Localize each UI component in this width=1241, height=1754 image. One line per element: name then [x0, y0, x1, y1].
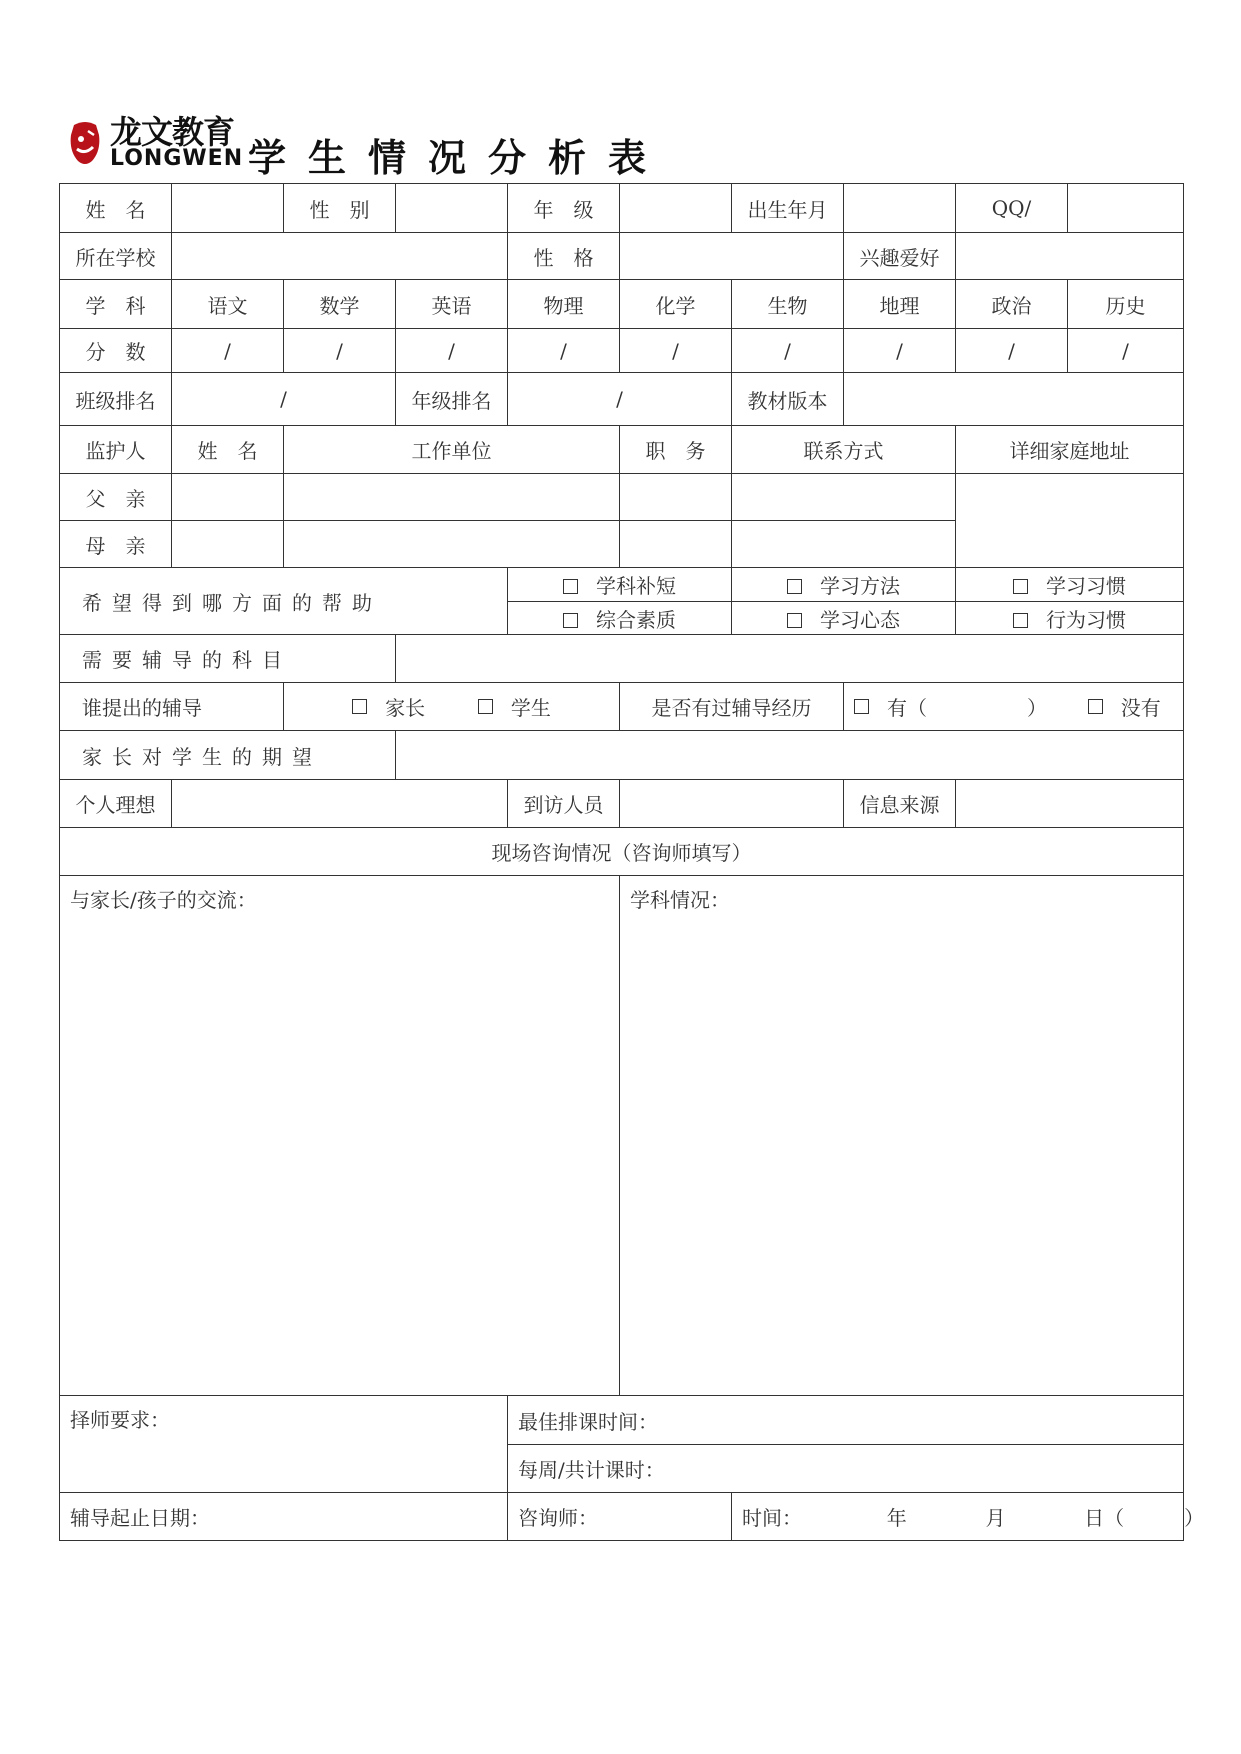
option-no[interactable]	[1088, 692, 1161, 721]
father-label: 父 亲	[60, 474, 172, 521]
mother-work-field[interactable]	[284, 521, 620, 568]
hobby-field[interactable]	[956, 233, 1184, 280]
parent-expect-field[interactable]	[396, 731, 1184, 780]
subject-math: 数学	[284, 280, 396, 329]
mother-position-field[interactable]	[620, 521, 732, 568]
qq-field[interactable]	[1068, 184, 1184, 233]
tutor-subjects-field[interactable]	[396, 635, 1184, 683]
help-row-1	[60, 568, 1184, 602]
option-student[interactable]	[478, 692, 551, 721]
home-address-field[interactable]	[956, 474, 1184, 568]
help-label: 希望得到哪方面的帮助	[60, 568, 508, 635]
checkbox-icon[interactable]	[352, 699, 367, 714]
guardian-name-label: 姓 名	[172, 426, 284, 474]
school-row	[60, 233, 1184, 280]
tutor-subjects-row	[60, 635, 1184, 683]
info-source-label: 信息来源	[844, 780, 956, 828]
help-option-label: 学习方法	[820, 574, 900, 598]
textbook-field[interactable]	[844, 373, 1184, 426]
grade-rank-field[interactable]: /	[508, 373, 732, 426]
personality-label: 性 格	[508, 233, 620, 280]
subject-english: 英语	[396, 280, 508, 329]
had-tutoring-options	[844, 683, 1184, 731]
mother-label: 母 亲	[60, 521, 172, 568]
score-field[interactable]: /	[172, 329, 284, 373]
option-label: 没有	[1120, 696, 1161, 720]
help-option-6[interactable]	[956, 602, 1184, 635]
best-time-label: 最佳排课时间：	[518, 1409, 658, 1434]
score-field[interactable]: /	[508, 329, 620, 373]
checkbox-icon[interactable]	[787, 579, 802, 594]
name-label: 姓 名	[60, 184, 172, 233]
checkbox-icon[interactable]	[478, 699, 493, 714]
guardian-position-label: 职 务	[620, 426, 732, 474]
form-header	[68, 113, 768, 183]
help-option-label: 行为习惯	[1046, 607, 1126, 632]
help-option-4[interactable]	[508, 602, 732, 635]
help-option-label: 学习习惯	[1046, 574, 1126, 598]
mother-name-field[interactable]	[172, 521, 284, 568]
info-source-field[interactable]	[956, 780, 1184, 828]
parent-expect-row	[60, 731, 1184, 780]
ideal-field[interactable]	[172, 780, 508, 828]
help-option-1[interactable]	[508, 568, 732, 602]
grade-rank-label: 年级排名	[396, 373, 508, 426]
help-option-5[interactable]	[732, 602, 956, 635]
visitor-label: 到访人员	[508, 780, 620, 828]
consult-notes-row	[60, 876, 1184, 1396]
option-label: 家长	[385, 696, 426, 720]
help-option-label: 学科补短	[596, 574, 676, 598]
help-option-label: 学习心态	[820, 607, 900, 632]
option-label: 有（ ）	[887, 696, 1047, 720]
hobby-label: 兴趣爱好	[844, 233, 956, 280]
subject-status-field[interactable]	[620, 876, 1184, 1396]
date-time-field[interactable]	[732, 1493, 1205, 1541]
checkbox-icon[interactable]	[1088, 699, 1103, 714]
visitor-field[interactable]	[620, 780, 844, 828]
personality-field[interactable]	[620, 233, 844, 280]
gender-label: 性 别	[284, 184, 396, 233]
score-label: 分 数	[60, 329, 172, 373]
rank-row	[60, 373, 1184, 426]
help-option-3[interactable]	[956, 568, 1184, 602]
consult-header: 现场咨询情况（咨询师填写）	[60, 828, 1184, 876]
textbook-label: 教材版本	[732, 373, 844, 426]
dates-row	[60, 1493, 1184, 1541]
father-contact-field[interactable]	[732, 474, 956, 521]
subject-biology: 生物	[732, 280, 844, 329]
grade-label: 年 级	[508, 184, 620, 233]
tutor-dates-label: 辅导起止日期：	[70, 1506, 210, 1530]
father-work-field[interactable]	[284, 474, 620, 521]
subject-history: 历史	[1068, 280, 1184, 329]
score-field[interactable]: /	[732, 329, 844, 373]
ideal-label: 个人理想	[60, 780, 172, 828]
subject-geography: 地理	[844, 280, 956, 329]
guardian-header-row	[60, 426, 1184, 474]
guardian-work-label: 工作单位	[284, 426, 620, 474]
parent-expect-label: 家长对学生的期望	[60, 731, 396, 780]
student-analysis-form	[59, 183, 1205, 1541]
tutor-dates-field[interactable]	[60, 1493, 508, 1541]
ideal-row	[60, 780, 1184, 828]
score-field[interactable]: /	[844, 329, 956, 373]
option-label: 学生	[510, 696, 551, 720]
basic-info-row	[60, 184, 1184, 233]
birth-label: 出生年月	[732, 184, 844, 233]
qq-label: QQ/	[956, 184, 1068, 233]
consultant-label: 咨询师：	[518, 1506, 598, 1530]
score-field[interactable]: /	[396, 329, 508, 373]
year-label: 年	[886, 1506, 907, 1530]
father-position-field[interactable]	[620, 474, 732, 521]
teacher-req-field[interactable]	[60, 1396, 508, 1493]
consultant-field[interactable]	[508, 1493, 732, 1541]
logo-english-text: LONGWEN	[110, 146, 244, 171]
subject-label: 学 科	[60, 280, 172, 329]
father-row	[60, 474, 1184, 521]
subject-physics: 物理	[508, 280, 620, 329]
class-rank-label: 班级排名	[60, 373, 172, 426]
checkbox-icon[interactable]	[787, 613, 802, 628]
weekly-hours-label: 每周/共计课时：	[518, 1458, 665, 1482]
tutor-subjects-label: 需要辅导的科目	[60, 635, 396, 683]
had-tutoring-label: 是否有过辅导经历	[620, 683, 844, 731]
checkbox-icon[interactable]	[854, 699, 869, 714]
mother-contact-field[interactable]	[732, 521, 956, 568]
who-proposed-row	[60, 683, 1184, 731]
subject-politics: 政治	[956, 280, 1068, 329]
score-field[interactable]: /	[956, 329, 1068, 373]
checkbox-icon[interactable]	[563, 613, 578, 628]
option-parent[interactable]	[352, 692, 425, 721]
school-field[interactable]	[172, 233, 508, 280]
checkbox-icon[interactable]	[563, 579, 578, 594]
subject-status-label: 学科情况：	[630, 888, 730, 912]
weekly-hours-field[interactable]	[508, 1445, 1184, 1493]
checkbox-icon[interactable]	[1013, 579, 1028, 594]
month-label: 月	[985, 1506, 1006, 1530]
consult-header-row	[60, 828, 1184, 876]
subject-chinese: 语文	[172, 280, 284, 329]
day-label: 日（ ）	[1084, 1506, 1205, 1530]
talk-notes-label: 与家长/孩子的交流：	[70, 888, 257, 912]
schedule-row-1	[60, 1396, 1184, 1445]
class-rank-field[interactable]: /	[172, 373, 396, 426]
time-label: 时间：	[742, 1506, 802, 1530]
teacher-req-label: 择师要求：	[70, 1408, 170, 1432]
father-name-field[interactable]	[172, 474, 284, 521]
logo-chinese-text: 龙文教育	[110, 113, 235, 151]
gender-field[interactable]	[396, 184, 508, 233]
birth-field[interactable]	[844, 184, 956, 233]
score-field[interactable]: /	[284, 329, 396, 373]
guardian-contact-label: 联系方式	[732, 426, 956, 474]
longwen-logo-icon	[68, 121, 102, 167]
school-label: 所在学校	[60, 233, 172, 280]
checkbox-icon[interactable]	[1013, 613, 1028, 628]
score-field[interactable]: /	[1068, 329, 1184, 373]
guardian-address-label: 详细家庭地址	[956, 426, 1184, 474]
who-proposed-label: 谁提出的辅导	[60, 683, 284, 731]
name-field[interactable]	[172, 184, 284, 233]
score-row	[60, 329, 1184, 373]
talk-notes-field[interactable]	[60, 876, 620, 1396]
guardian-label: 监护人	[60, 426, 172, 474]
subject-row	[60, 280, 1184, 329]
subject-chemistry: 化学	[620, 280, 732, 329]
option-yes[interactable]	[854, 692, 1047, 721]
score-field[interactable]: /	[620, 329, 732, 373]
grade-field[interactable]	[620, 184, 732, 233]
page-title: 学生情况分析表	[248, 135, 669, 180]
help-option-label: 综合素质	[596, 607, 676, 632]
who-proposed-options	[284, 683, 620, 731]
help-option-2[interactable]	[732, 568, 956, 602]
best-time-field[interactable]	[508, 1396, 1184, 1445]
